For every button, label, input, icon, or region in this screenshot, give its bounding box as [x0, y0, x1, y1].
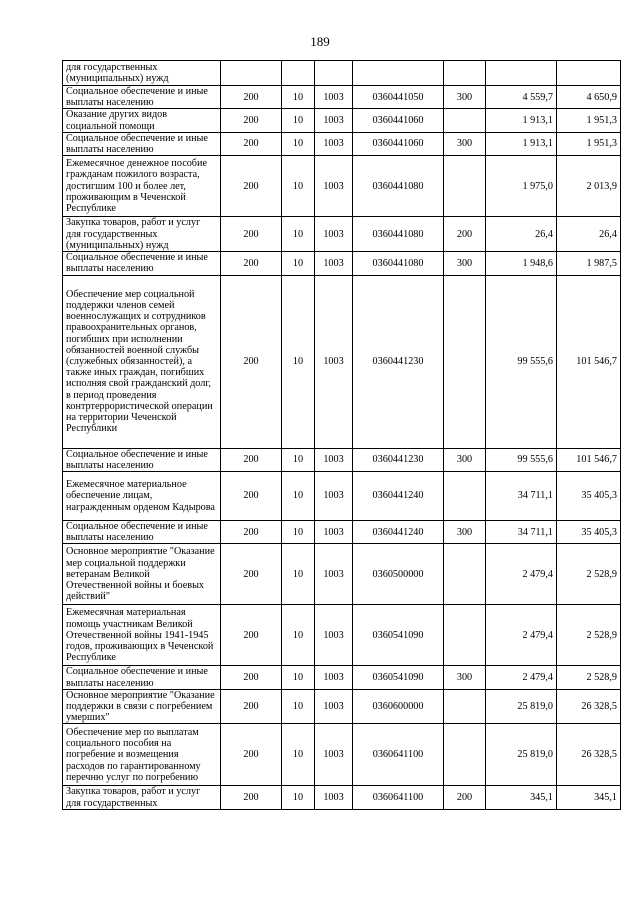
row-name-cell: Обеспечение мер по выплатам социального пособия на погребение и возмещения расходов по гарантированному перечню услуг по погребению — [63, 724, 221, 786]
row-rz-cell: 10 — [282, 275, 315, 448]
row-rz-cell: 10 — [282, 86, 315, 109]
row-pr-cell: 1003 — [315, 156, 353, 217]
row-vr-cell: 300 — [444, 521, 486, 544]
row-gr-cell: 200 — [221, 217, 282, 252]
page-number: 189 — [310, 34, 330, 49]
row-pr-cell: 1003 — [315, 605, 353, 666]
row-vr-cell: 300 — [444, 86, 486, 109]
row-name-cell: Обеспечение мер социальной поддержки членов семей военнослужащих и сотрудников правоохранительных органов, погибших при исполнении обязанностей военной службы (служебных обязанностей), а также иных граждан, погибших исполняя свой гражданский долг, в период проведения контртеррористической операции на территории Чеченской Республики — [63, 275, 221, 448]
row-gr-cell: 200 — [221, 275, 282, 448]
row-csr-cell: 0360441240 — [353, 521, 444, 544]
row-gr-cell: 200 — [221, 448, 282, 471]
row-amount-year1-cell: 25 819,0 — [486, 724, 557, 786]
row-amount-year1-cell: 2 479,4 — [486, 605, 557, 666]
row-pr-cell: 1003 — [315, 544, 353, 605]
table-row — [63, 448, 621, 471]
row-rz-cell: 10 — [282, 109, 315, 132]
row-amount-year1-cell: 34 711,1 — [486, 472, 557, 521]
row-name-cell: Ежемесячное денежное пособие гражданам пожилого возраста, достигшим 100 и более лет, проживающим в Чеченской Республике — [63, 156, 221, 217]
row-rz-cell: 10 — [282, 156, 315, 217]
row-pr-cell: 1003 — [315, 724, 353, 786]
row-amount-year1-cell: 345,1 — [486, 786, 557, 809]
row-pr-cell: 1003 — [315, 275, 353, 448]
row-csr-cell: 0360541090 — [353, 605, 444, 666]
row-amount-year1-cell: 1 913,1 — [486, 132, 557, 155]
row-amount-year2-cell: 2 528,9 — [557, 605, 621, 666]
row-amount-year1-cell: 1 948,6 — [486, 252, 557, 275]
row-vr-cell — [444, 156, 486, 217]
table-row — [63, 605, 621, 666]
row-gr-cell: 200 — [221, 689, 282, 724]
row-amount-year2-cell: 1 987,5 — [557, 252, 621, 275]
row-amount-year1-cell: 4 559,7 — [486, 86, 557, 109]
row-amount-year2-cell: 35 405,3 — [557, 521, 621, 544]
row-rz-cell: 10 — [282, 132, 315, 155]
row-amount-year1-cell: 34 711,1 — [486, 521, 557, 544]
row-gr-cell: 200 — [221, 86, 282, 109]
row-gr-cell — [221, 61, 282, 86]
row-pr-cell: 1003 — [315, 786, 353, 809]
row-pr-cell: 1003 — [315, 217, 353, 252]
row-csr-cell: 0360441230 — [353, 448, 444, 471]
row-name-cell: Основное мероприятие "Оказание мер социальной поддержки ветеранам Великой Отечественной войны и боевых действий" — [63, 544, 221, 605]
table-row — [63, 252, 621, 275]
row-rz-cell: 10 — [282, 521, 315, 544]
row-gr-cell: 200 — [221, 472, 282, 521]
row-pr-cell: 1003 — [315, 86, 353, 109]
row-vr-cell — [444, 689, 486, 724]
row-gr-cell: 200 — [221, 252, 282, 275]
row-rz-cell: 10 — [282, 689, 315, 724]
row-gr-cell: 200 — [221, 544, 282, 605]
row-pr-cell: 1003 — [315, 109, 353, 132]
row-vr-cell — [444, 544, 486, 605]
table-row — [63, 724, 621, 786]
row-amount-year2-cell: 101 546,7 — [557, 275, 621, 448]
row-vr-cell: 300 — [444, 666, 486, 689]
row-amount-year2-cell — [557, 61, 621, 86]
row-csr-cell: 0360441060 — [353, 109, 444, 132]
row-vr-cell: 300 — [444, 252, 486, 275]
row-vr-cell — [444, 275, 486, 448]
row-csr-cell: 0360441230 — [353, 275, 444, 448]
row-gr-cell: 200 — [221, 156, 282, 217]
row-name-cell: Социальное обеспечение и иные выплаты населению — [63, 86, 221, 109]
row-vr-cell: 300 — [444, 448, 486, 471]
row-vr-cell — [444, 605, 486, 666]
row-amount-year1-cell — [486, 61, 557, 86]
row-csr-cell: 0360441080 — [353, 217, 444, 252]
row-pr-cell: 1003 — [315, 448, 353, 471]
table-row — [63, 217, 621, 252]
row-name-cell: Закупка товаров, работ и услуг для государственных (муниципальных) нужд — [63, 217, 221, 252]
table-row — [63, 61, 621, 86]
row-amount-year1-cell: 26,4 — [486, 217, 557, 252]
row-amount-year2-cell: 26,4 — [557, 217, 621, 252]
row-name-cell: для государственных (муниципальных) нужд — [63, 61, 221, 86]
row-gr-cell: 200 — [221, 109, 282, 132]
row-vr-cell — [444, 724, 486, 786]
row-rz-cell: 10 — [282, 544, 315, 605]
row-pr-cell: 1003 — [315, 521, 353, 544]
row-amount-year2-cell: 1 951,3 — [557, 109, 621, 132]
table-row — [63, 156, 621, 217]
row-csr-cell: 0360600000 — [353, 689, 444, 724]
row-amount-year1-cell: 1 913,1 — [486, 109, 557, 132]
row-gr-cell: 200 — [221, 521, 282, 544]
row-name-cell: Социальное обеспечение и иные выплаты населению — [63, 132, 221, 155]
row-csr-cell: 0360441080 — [353, 252, 444, 275]
row-rz-cell: 10 — [282, 472, 315, 521]
row-pr-cell: 1003 — [315, 252, 353, 275]
row-rz-cell: 10 — [282, 448, 315, 471]
row-amount-year2-cell: 26 328,5 — [557, 724, 621, 786]
row-pr-cell: 1003 — [315, 666, 353, 689]
row-csr-cell: 0360500000 — [353, 544, 444, 605]
row-csr-cell: 0360441060 — [353, 132, 444, 155]
row-gr-cell: 200 — [221, 605, 282, 666]
row-csr-cell — [353, 61, 444, 86]
table-row — [63, 786, 621, 809]
row-vr-cell: 200 — [444, 786, 486, 809]
row-amount-year2-cell: 101 546,7 — [557, 448, 621, 471]
row-csr-cell: 0360641100 — [353, 786, 444, 809]
row-amount-year1-cell: 2 479,4 — [486, 666, 557, 689]
row-gr-cell: 200 — [221, 724, 282, 786]
row-amount-year1-cell: 99 555,6 — [486, 275, 557, 448]
row-csr-cell: 0360441050 — [353, 86, 444, 109]
table-row — [63, 472, 621, 521]
row-name-cell: Оказание других видов социальной помощи — [63, 109, 221, 132]
table-row — [63, 689, 621, 724]
row-rz-cell: 10 — [282, 786, 315, 809]
row-amount-year2-cell: 35 405,3 — [557, 472, 621, 521]
row-pr-cell: 1003 — [315, 472, 353, 521]
row-rz-cell: 10 — [282, 217, 315, 252]
row-name-cell: Социальное обеспечение и иные выплаты населению — [63, 252, 221, 275]
row-amount-year1-cell: 2 479,4 — [486, 544, 557, 605]
row-name-cell: Социальное обеспечение и иные выплаты населению — [63, 521, 221, 544]
table-row — [63, 275, 621, 448]
row-name-cell: Социальное обеспечение и иные выплаты населению — [63, 448, 221, 471]
budget-table-body — [63, 61, 621, 810]
row-amount-year2-cell: 1 951,3 — [557, 132, 621, 155]
row-gr-cell: 200 — [221, 786, 282, 809]
row-pr-cell: 1003 — [315, 132, 353, 155]
row-rz-cell: 10 — [282, 605, 315, 666]
row-vr-cell — [444, 472, 486, 521]
row-rz-cell — [282, 61, 315, 86]
row-csr-cell: 0360441240 — [353, 472, 444, 521]
table-row — [63, 666, 621, 689]
table-row — [63, 109, 621, 132]
row-amount-year2-cell: 4 650,9 — [557, 86, 621, 109]
row-name-cell: Ежемесячное материальное обеспечение лицам, награжденным орденом Кадырова — [63, 472, 221, 521]
row-name-cell: Основное мероприятие "Оказание поддержки в связи с погребением умерших" — [63, 689, 221, 724]
table-row — [63, 132, 621, 155]
row-name-cell: Ежемесячная материальная помощь участникам Великой Отечественной войны 1941-1945 годов, проживающих в Чеченской Республике — [63, 605, 221, 666]
row-amount-year1-cell: 25 819,0 — [486, 689, 557, 724]
row-amount-year2-cell: 2 528,9 — [557, 666, 621, 689]
row-amount-year1-cell: 99 555,6 — [486, 448, 557, 471]
row-amount-year2-cell: 2 013,9 — [557, 156, 621, 217]
row-vr-cell — [444, 61, 486, 86]
row-pr-cell — [315, 61, 353, 86]
row-gr-cell: 200 — [221, 666, 282, 689]
row-rz-cell: 10 — [282, 252, 315, 275]
row-amount-year2-cell: 2 528,9 — [557, 544, 621, 605]
row-vr-cell: 200 — [444, 217, 486, 252]
row-name-cell: Закупка товаров, работ и услуг для государственных — [63, 786, 221, 809]
row-pr-cell: 1003 — [315, 689, 353, 724]
budget-table — [62, 60, 621, 810]
row-vr-cell: 300 — [444, 132, 486, 155]
row-name-cell: Социальное обеспечение и иные выплаты населению — [63, 666, 221, 689]
row-csr-cell: 0360541090 — [353, 666, 444, 689]
row-amount-year1-cell: 1 975,0 — [486, 156, 557, 217]
row-rz-cell: 10 — [282, 724, 315, 786]
row-csr-cell: 0360641100 — [353, 724, 444, 786]
table-row — [63, 86, 621, 109]
row-rz-cell: 10 — [282, 666, 315, 689]
row-amount-year2-cell: 345,1 — [557, 786, 621, 809]
row-csr-cell: 0360441080 — [353, 156, 444, 217]
row-vr-cell — [444, 109, 486, 132]
table-row — [63, 521, 621, 544]
row-amount-year2-cell: 26 328,5 — [557, 689, 621, 724]
row-gr-cell: 200 — [221, 132, 282, 155]
table-row — [63, 544, 621, 605]
